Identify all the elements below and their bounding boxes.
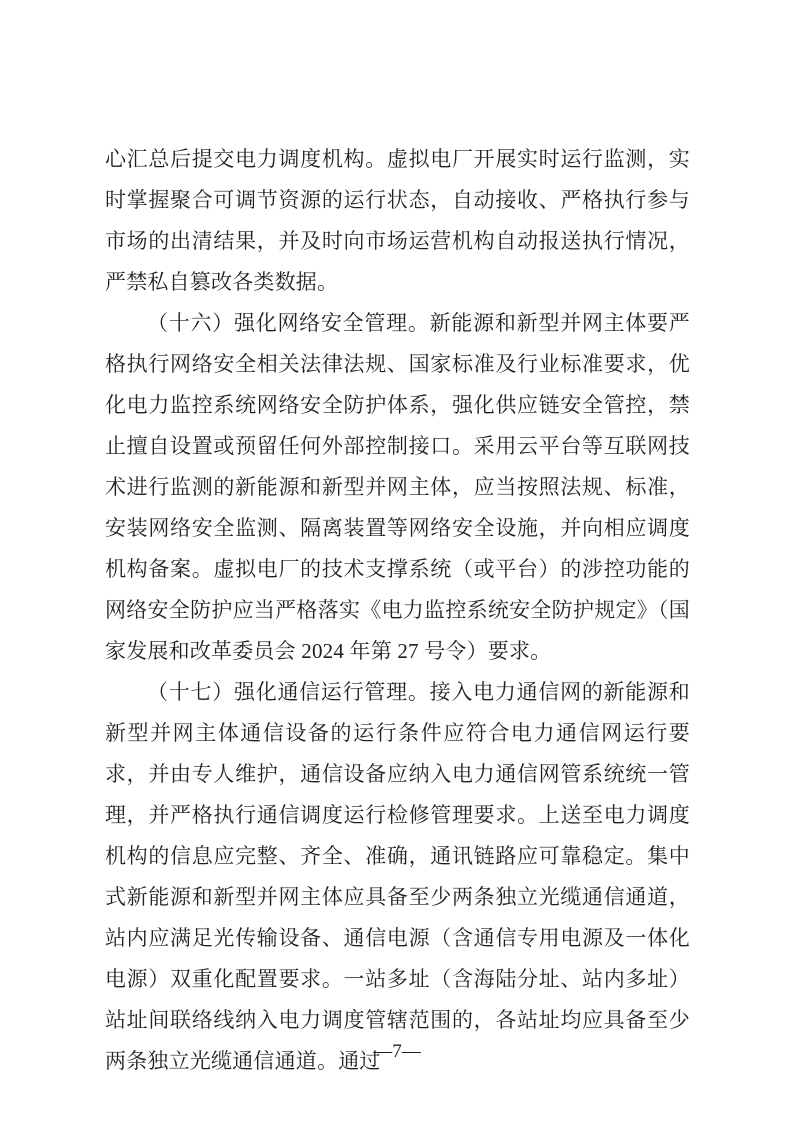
section-heading: （十七）强化通信运行管理。 xyxy=(147,680,430,704)
paragraph-section-16 xyxy=(105,303,690,672)
paragraph-text: 接入电力通信网的新能源和新型并网主体通信设备的运行条件应符合电力通信网运行要求，并由专人维护，通信设备应纳入电力通信网管系统统一管理，并严格执行通信调度运行检修管理要求。上送至电力调度机构的信息应完整、齐全、准确，通讯链路应可靠稳定。集中式新能源和新型并网主体应具备至少两条独立光缆通信通道，站内应满足光传输设备、通信电源（含通信专用电源及一体化电源）双重化配置要求。一站多址（含海陆分址、站内多址）站址间联络线纳入电力调度管辖范围的，各站址均应具备至少两条独立光缆通信通道。通过 xyxy=(105,680,690,1073)
paragraph-section-17 xyxy=(105,672,690,1082)
document-body xyxy=(105,139,690,1082)
page-footer xyxy=(0,1040,794,1064)
page-number: —7— xyxy=(373,1041,421,1062)
section-heading: （十六）强化网络安全管理。 xyxy=(147,311,430,335)
paragraph-continuation xyxy=(105,139,690,303)
paragraph-text: 心汇总后提交电力调度机构。虚拟电厂开展实时运行监测，实时掌握聚合可调节资源的运行状态，自动接收、严格执行参与市场的出清结果，并及时向市场运营机构自动报送执行情况，严禁私自篡改各类数据。 xyxy=(105,147,690,294)
paragraph-text: 新能源和新型并网主体要严格执行网络安全相关法律法规、国家标准及行业标准要求，优化电力监控系统网络安全防护体系，强化供应链安全管控，禁止擅自设置或预留任何外部控制接口。采用云平台等互联网技术进行监测的新能源和新型并网主体，应当按照法规、标准，安装网络安全监测、隔离装置等网络安全设施，并向相应调度机构备案。虚拟电厂的技术支撑系统（或平台）的涉控功能的网络安全防护应当严格落实《电力监控系统安全防护规定》（国家发展和改革委员会 2024 年第 27 号令）要求。 xyxy=(105,311,690,663)
